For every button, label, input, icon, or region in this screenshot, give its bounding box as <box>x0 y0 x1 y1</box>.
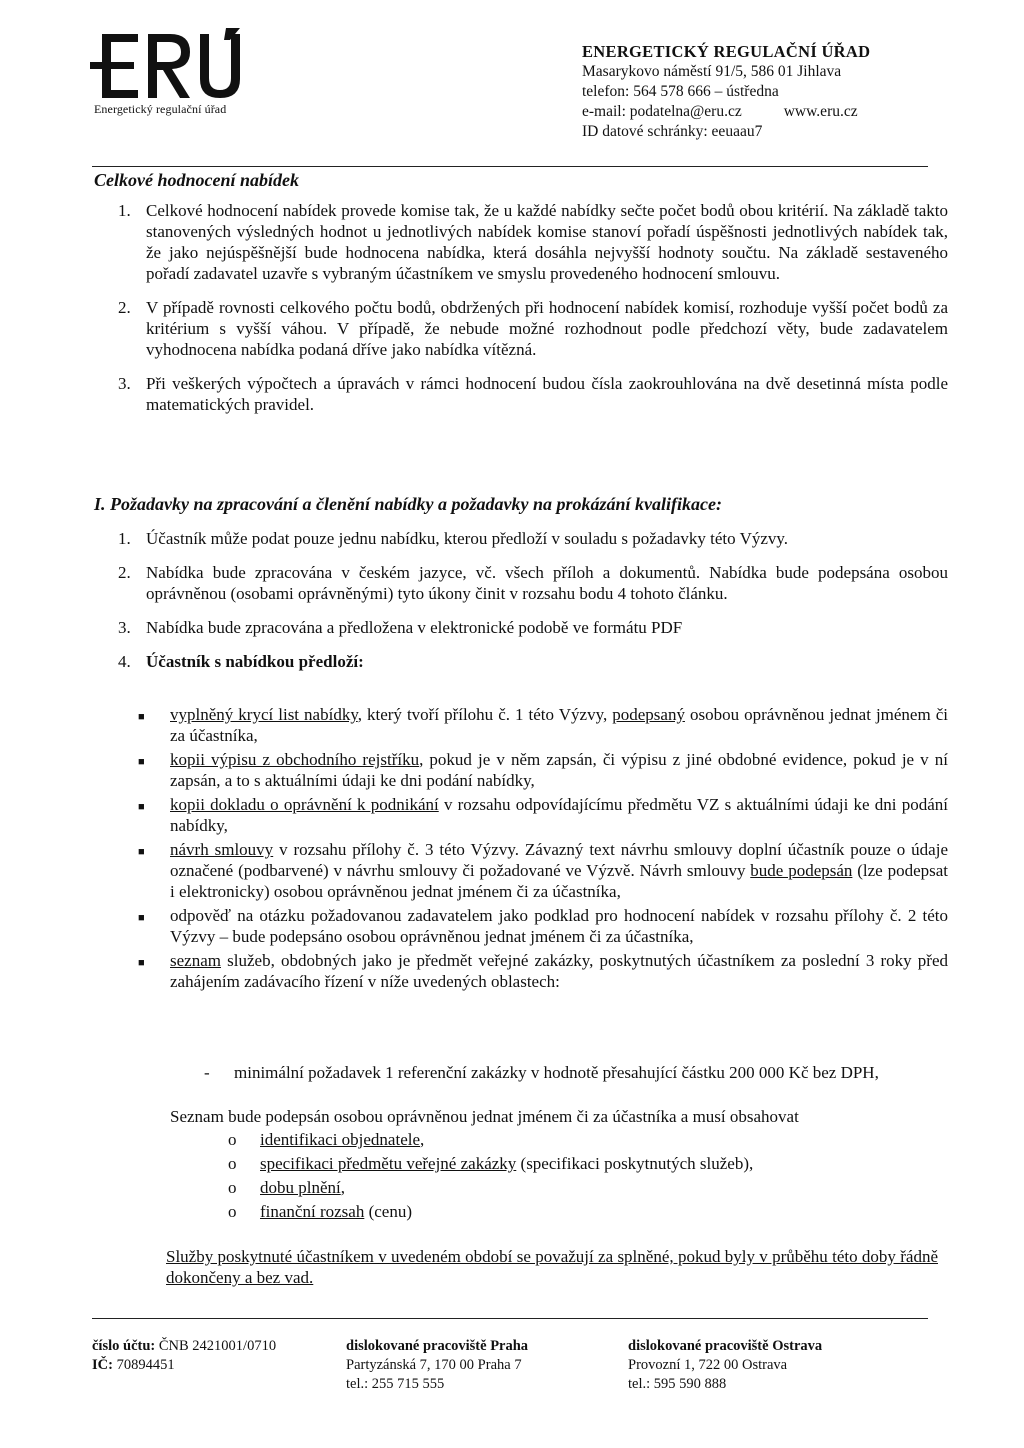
list-item: 1. Celkové hodnocení nabídek provede komise tak, že u každé nabídky sečte počet bodů obou kritérií. Na základě takto stanovených výsledných hodnot u jednotlivých nabídek komise stanoví pořadí úspěšnosti jednotlivých nabídek tak, že jako nejúspěšnější bude hodnocena nabídka, která dosáhla nejvyšší hodnoty součtu. Na základě sestaveného pořadí zadavatel uzavře s vybraným účastníkem ve smyslu provedeného hodnocení smlouvu. <box>118 201 948 283</box>
circle-bullet-icon: o <box>228 1178 237 1197</box>
requirements-list <box>118 528 948 685</box>
org-address: Masarykovo náměstí 91/5, 586 01 Jihlava <box>582 63 842 80</box>
required-details-list <box>228 1128 948 1224</box>
attachment-bullet-list <box>138 704 948 995</box>
list-item: 1. Účastník může podat pouze jednu nabídku, kterou předloží v souladu s požadavky této Výzvy. <box>118 529 789 548</box>
list-item: ■ odpověď na otázku požadovanou zadavatelem jako podklad pro hodnocení nabídek v rozsahu přílohy č. 2 této Výzvy – bude podepsáno osobou oprávněnou jednat jménem či za účastníka, <box>138 906 948 946</box>
circle-bullet-icon: o <box>228 1130 237 1149</box>
list-intro-block <box>170 1106 948 1127</box>
footer-ostrava: dislokované pracoviště Ostrava Provozní 1, 722 00 Ostrava tel.: 595 590 888 <box>628 1338 823 1392</box>
footer-divider <box>92 1318 928 1319</box>
list-item: ■ kopii výpisu z obchodního rejstříku, pokud je v něm zapsán, či výpisu z jiné obdobné evidence, pokud je v ní zapsán, a to s aktuálními údaji ke dni podání nabídky, <box>138 750 948 790</box>
item4-title: Účastník s nabídkou předloží: <box>146 652 364 671</box>
footer-account: číslo účtu: ČNB 2421001/0710 IČ: 70894451 <box>92 1338 277 1373</box>
bullet-icon: ■ <box>138 957 145 969</box>
org-name: ENERGETICKÝ REGULAČNÍ ÚŘAD <box>582 42 871 61</box>
section-title-evaluation: Celkové hodnocení nabídek <box>94 170 299 190</box>
list-item: 2. Nabídka bude zpracována v českém jazyce, vč. všech příloh a dokumentů. Nabídka bude podepsána osobou oprávněnou (osobami oprávněnými) tyto úkony činit v rozsahu bodu 4 tohoto článku. <box>118 563 948 603</box>
bullet-icon: ■ <box>138 756 145 768</box>
list-item: o dobu plnění, <box>228 1176 948 1200</box>
bullet-icon: ■ <box>138 912 145 924</box>
list-item: o specifikaci předmětu veřejné zakázky (specifikaci poskytnutých služeb), <box>228 1152 948 1176</box>
list-intro: Seznam bude podepsán osobou oprávněnou jednat jménem či za účastníka a musí obsahovat <box>170 1107 799 1126</box>
org-databox: ID datové schránky: eeuaau7 <box>582 123 763 140</box>
list-item: ■ vyplněný krycí list nabídky, který tvoří přílohu č. 1 této Výzvy, podepsaný osobou oprávněnou jednat jménem či za účastníka, <box>138 705 948 745</box>
list-item: o finanční rozsah (cenu) <box>228 1200 948 1224</box>
eru-logo-mark <box>90 28 260 102</box>
org-email[interactable]: e-mail: podatelna@eru.cz <box>582 103 742 120</box>
bullet-icon: ■ <box>138 846 145 858</box>
section-title-requirements: I. Požadavky na zpracování a členění nabídky a požadavky na prokázání kvalifikace: <box>94 494 722 514</box>
circle-bullet-icon: o <box>228 1202 237 1221</box>
dash-icon: - <box>204 1063 210 1082</box>
org-phone: telefon: 564 578 666 – ústředna <box>582 83 779 100</box>
eru-logo <box>90 28 280 117</box>
logo-subtitle: Energetický regulační úřad <box>94 102 227 116</box>
org-contact-block <box>582 42 870 142</box>
bullet-icon: ■ <box>138 711 145 723</box>
list-item: ■ návrh smlouvy v rozsahu přílohy č. 3 této Výzvy. Závazný text návrhu smlouvy doplní účastník pouze o údaje označené (podbarvené) v návrhu smlouvy či požadované ve Výzvě. Návrh smlouvy bude podepsán (lze podepsat i elektronicky) osobou oprávněnou jednat jménem či za účastníka, <box>138 840 949 901</box>
list-item: - minimální požadavek 1 referenční zakázky v hodnotě přesahující částku 200 000 Kč bez DPH, <box>204 1063 879 1082</box>
list-item: 3. Nabídka bude zpracována a předložena v elektronické podobě ve formátu PDF <box>118 618 683 637</box>
circle-bullet-icon: o <box>228 1154 237 1173</box>
header-divider <box>92 166 928 167</box>
bullet-icon: ■ <box>138 801 145 813</box>
list-item: 4. Účastník s nabídkou předloží: <box>118 651 948 672</box>
list-item: o identifikaci objednatele, <box>228 1128 948 1152</box>
closing-note: Služby poskytnuté účastníkem v uvedeném období se považují za splněné, pokud byly v průběhu této doby řádně dokončeny a bez vad. <box>166 1247 938 1287</box>
reference-requirement <box>204 1062 948 1083</box>
org-web[interactable]: www.eru.cz <box>783 103 858 120</box>
list-item: ■ kopii dokladu o oprávnění k podnikání v rozsahu odpovídajícímu předmětu VZ s aktuálními údaji ke dni podání nabídky, <box>138 795 948 835</box>
list-item: ■ seznam služeb, obdobných jako je předmět veřejné zakázky, poskytnutých účastníkem za poslední 3 roky před zahájením zadávacího řízení v níže uvedených oblastech: <box>138 951 948 991</box>
list-item: 3. Při veškerých výpočtech a úpravách v rámci hodnocení budou čísla zaokrouhlována na dvě desetinná místa podle matematických pravidel. <box>118 374 948 414</box>
list-item: 2. V případě rovnosti celkového počtu bodů, obdržených při hodnocení nabídek komisí, rozhoduje vyšší počet bodů za kritérium s vyšší váhou. V případě, že nebude možné rozhodnout podle předchozí věty, bude zadavatelem vyhodnocena nabídka podaná dříve jako nabídka vítězná. <box>118 298 948 359</box>
footer-prague: dislokované pracoviště Praha Partyzánská 7, 170 00 Praha 7 tel.: 255 715 555 <box>346 1338 529 1392</box>
evaluation-list <box>118 200 948 428</box>
